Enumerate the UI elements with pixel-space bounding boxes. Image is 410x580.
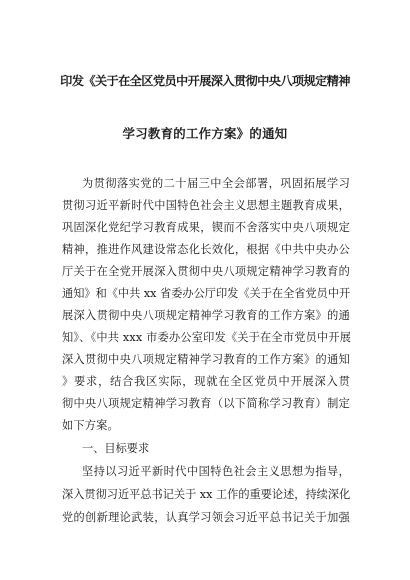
paragraph-1-line: 》要求，结合我区实际，现就在全区党员中开展深入贯 (62, 375, 350, 388)
paragraph-2-line: 党的创新理论武装，认真学习领会习近平总书记关于加强 (62, 511, 350, 524)
paragraph-1-line: 知》、《中共 xxx 市委办公室印发《关于在全市党员中开展 (62, 331, 352, 344)
document-title-line-1: 印发《关于在全区党员中开展深入贯彻中央八项规定精神 (60, 74, 350, 88)
paragraph-1-line: 贯彻习近平新时代中国特色社会主义思想主题教育成果， (62, 199, 350, 212)
document-title-line-2: 学习教育的工作方案》的通知 (122, 126, 288, 141)
paragraph-1-line: 巩固深化党纪学习教育成果，锲而不舍落实中央八项规定 (62, 221, 350, 234)
paragraph-1-line: 深入贯彻中央八项规定精神学习教育的工作方案》的通知 (62, 353, 350, 366)
paragraph-1-line: 通知》和《中共 xx 省委办公厅印发《关于在全省党员中开 (62, 287, 351, 300)
paragraph-1-line: 厅关于在全党开展深入贯彻中央八项规定精神学习教育的 (62, 265, 350, 278)
paragraph-1-line: 精神，推进作风建设常态化长效化，根据《中共中央办公 (62, 243, 350, 256)
paragraph-2-line: 深入贯彻习近平总书记关于 xx 工作的重要论述，持续深化 (62, 488, 351, 501)
paragraph-2-line: 坚持以习近平新时代中国特色社会主义思想为指导， (82, 465, 350, 478)
paragraph-1-line: 彻中央八项规定精神学习教育（以下简称学习教育）制定 (62, 397, 350, 410)
paragraph-1-line: 为贯彻落实党的二十届三中全会部署，巩固拓展学习 (82, 177, 350, 190)
paragraph-1-line: 展深入贯彻中央八项规定精神学习教育的工作方案》的通 (62, 309, 350, 322)
section-heading: 一、目标要求 (82, 442, 150, 455)
paragraph-1-line: 如下方案。 (62, 419, 119, 432)
